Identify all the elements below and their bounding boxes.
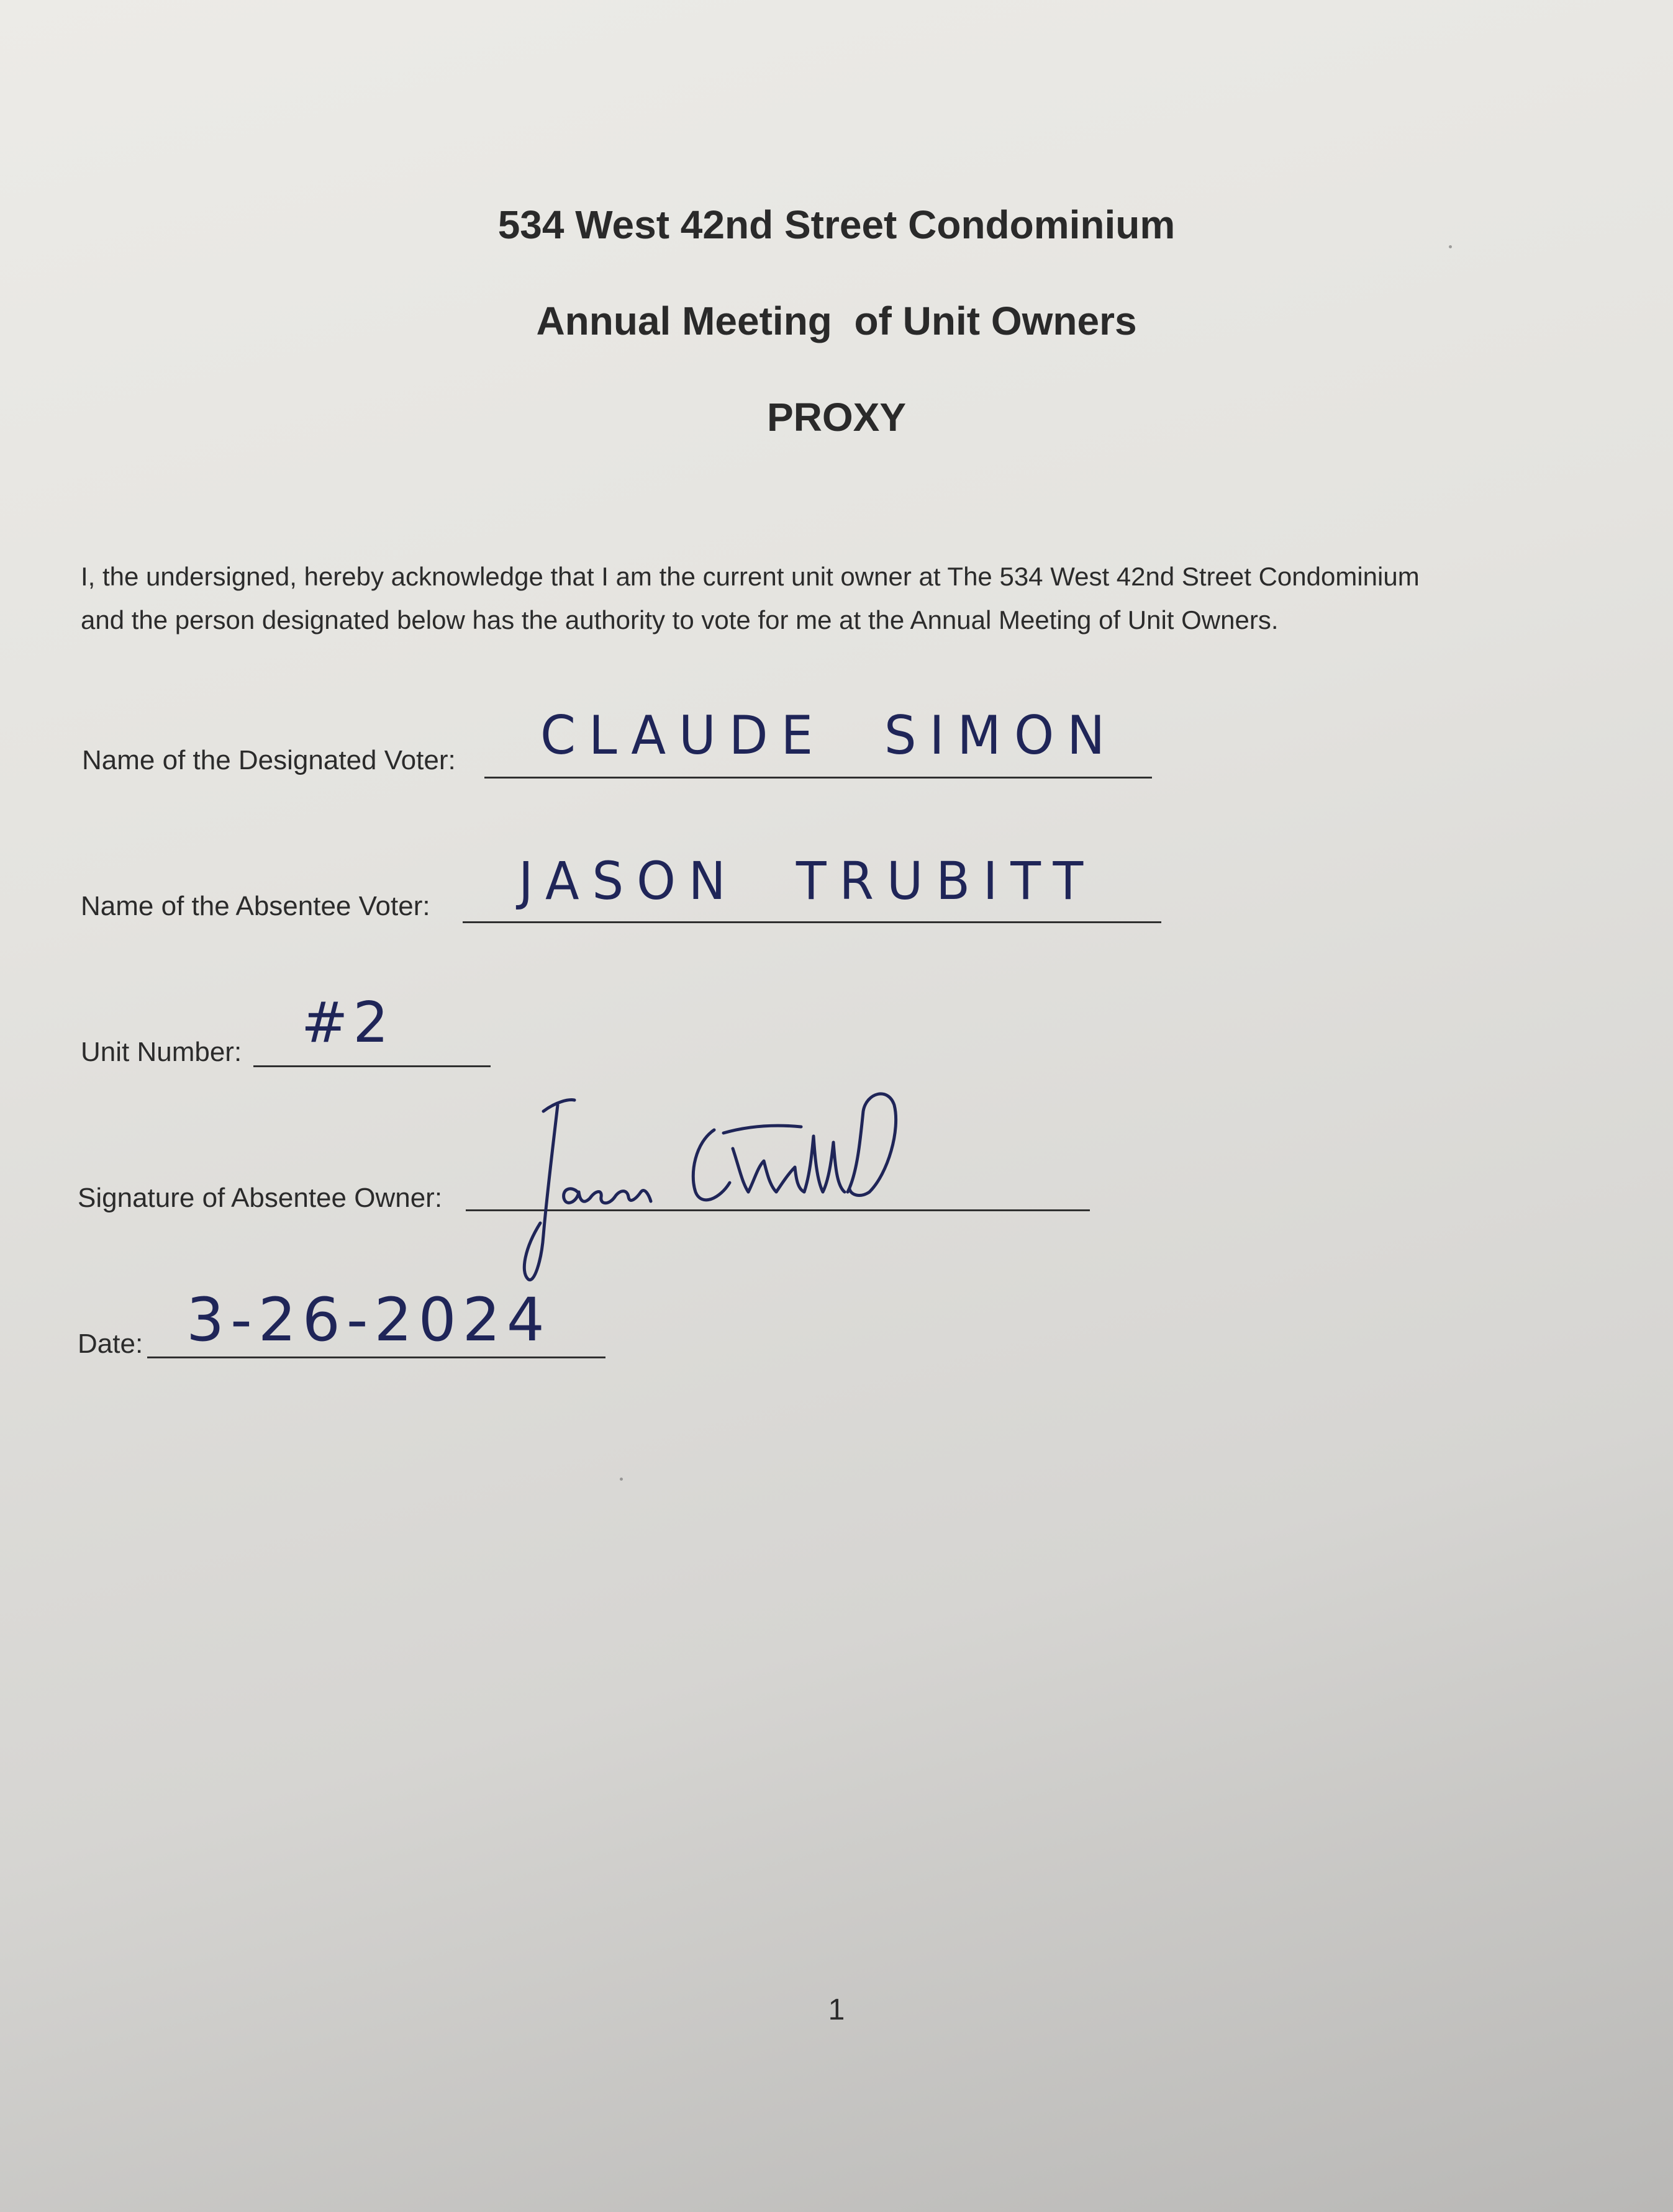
- signature-image: [509, 1074, 956, 1298]
- unit-number-line: [253, 1065, 491, 1067]
- form-type-heading: PROXY: [766, 395, 907, 440]
- page-number: 1: [828, 1993, 845, 2026]
- statement-line-2: and the person designated below has the authority to vote for me at the Annual Meeting of Unit Owners.: [81, 605, 1279, 634]
- designated-voter-value: CLAUDE SIMON: [540, 705, 1118, 767]
- date-label: Date:: [78, 1329, 143, 1359]
- unit-number-label: Unit Number:: [81, 1037, 242, 1067]
- absentee-voter-value: JASON TRUBITT: [519, 851, 1097, 911]
- designated-voter-label: Name of the Designated Voter:: [82, 745, 456, 775]
- unit-number-value: #2: [301, 990, 394, 1055]
- signature-label: Signature of Absentee Owner:: [78, 1183, 443, 1213]
- paper-speck: [1449, 245, 1452, 248]
- document-subtitle: Annual Meeting of Unit Owners: [536, 299, 1137, 343]
- absentee-voter-label: Name of the Absentee Voter:: [81, 891, 430, 921]
- paper-speck: [620, 1478, 623, 1481]
- date-value: 3-26-2024: [186, 1285, 551, 1355]
- designated-voter-line: [484, 777, 1152, 779]
- date-line: [147, 1357, 605, 1358]
- document-title: 534 West 42nd Street Condominium: [497, 202, 1176, 247]
- absentee-voter-line: [463, 921, 1161, 923]
- statement-line-1: I, the undersigned, hereby acknowledge that I am the current unit owner at The 534 West 42nd Street Condominium: [81, 562, 1420, 591]
